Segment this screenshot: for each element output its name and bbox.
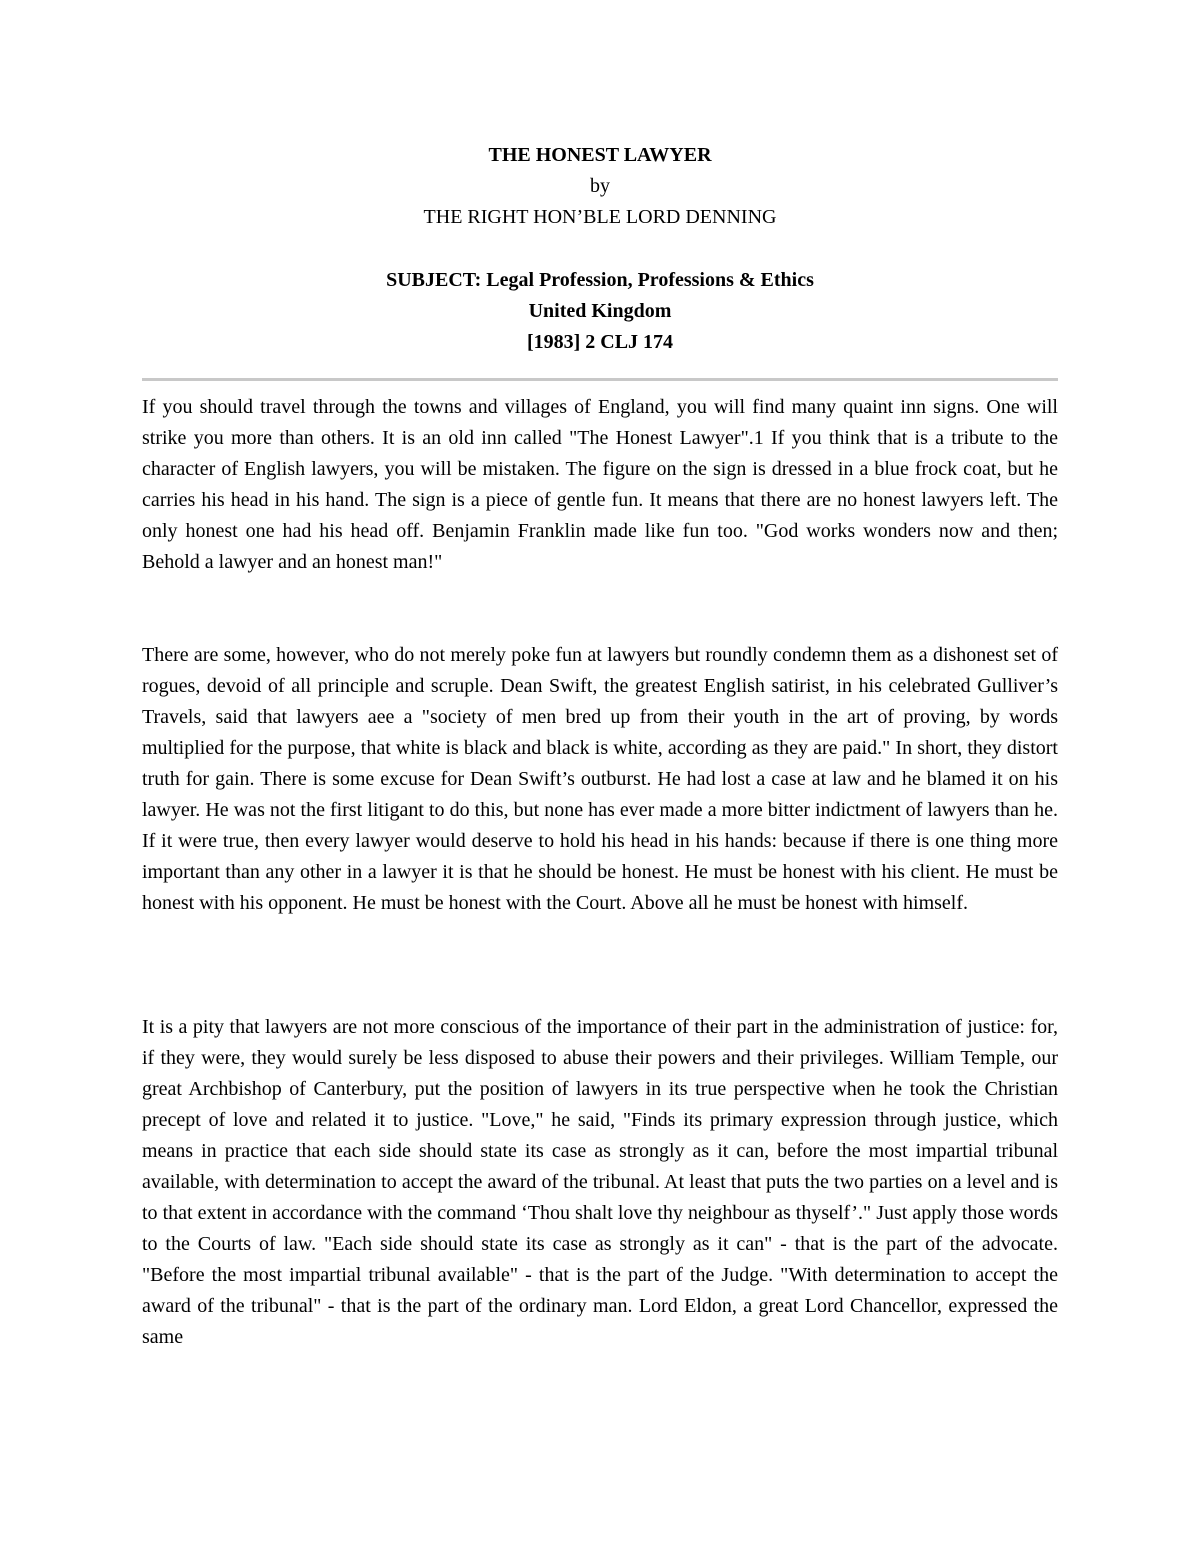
subject-block xyxy=(0,265,1200,358)
document-title: THE HONEST LAWYER xyxy=(488,144,712,166)
jurisdiction-line: United Kingdom xyxy=(528,300,672,322)
subject-line: SUBJECT: Legal Profession, Professions & Ethics xyxy=(386,269,814,291)
body-paragraph-2: There are some, however, who do not merely poke fun at lawyers but roundly condemn them as a dishonest set of rogues, devoid of all principle and scruple. Dean Swift, the greatest English satirist, in his celebrated Gulliver’s Travels, said that lawyers aee a "society of men bred up from their youth in the art of proving, by words multiplied for the purpose, that white is black and black is white, according as they are paid." In short, they distort truth for gain. There is some excuse for Dean Swift’s outburst. He had lost a case at law and he blamed it on his lawyer. He was not the first litigant to do this, but none has ever made a more bitter indictment of lawyers than he. If it were true, then every lawyer would deserve to hold his head in his hands: because if there is one thing more important than any other in a lawyer it is that he should be honest. He must be honest with his client. He must be honest with his opponent. He must be honest with the Court. Above all he must be honest with himself. xyxy=(142,644,1058,914)
author-name: THE RIGHT HON’BLE LORD DENNING xyxy=(423,206,777,228)
byline: by xyxy=(590,175,610,197)
horizontal-divider xyxy=(142,378,1058,381)
body-paragraph-1: If you should travel through the towns and villages of England, you will find many quaint inn signs. One will strike you more than others. It is an old inn called "The Honest Lawyer".1 If you think that is a tribute to the character of English lawyers, you will be mistaken. The figure on the sign is dressed in a blue frock coat, but he carries his head in his hand. The sign is a piece of gentle fun. It means that there are no honest lawyers left. The only honest one had his head off. Benjamin Franklin made like fun too. "God works wonders now and then; Behold a lawyer and an honest man!" xyxy=(142,396,1058,573)
document-header xyxy=(0,140,1200,233)
citation-line: [1983] 2 CLJ 174 xyxy=(526,331,674,353)
body-paragraph-3: It is a pity that lawyers are not more conscious of the importance of their part in the administration of justice: for, if they were, they would surely be less disposed to abuse their powers and their privileges. William Temple, our great Archbishop of Canterbury, put the position of lawyers in its true perspective when he took the Christian precept of love and related it to justice. "Love," he said, "Finds its primary expression through justice, which means in practice that each side should state its case as strongly as it can, before the most impartial tribunal available, with determination to accept the award of the tribunal. At least that puts the two parties on a level and is to that extent in accordance with the command ‘Thou shalt love thy neighbour as thyself’." Just apply those words to the Courts of law. "Each side should state its case as strongly as it can" - that is the part of the advocate. "Before the most impartial tribunal available" - that is the part of the Judge. "With determination to accept the award of the tribunal" - that is the part of the ordinary man. Lord Eldon, a great Lord Chancellor, expressed the same xyxy=(142,1016,1058,1348)
